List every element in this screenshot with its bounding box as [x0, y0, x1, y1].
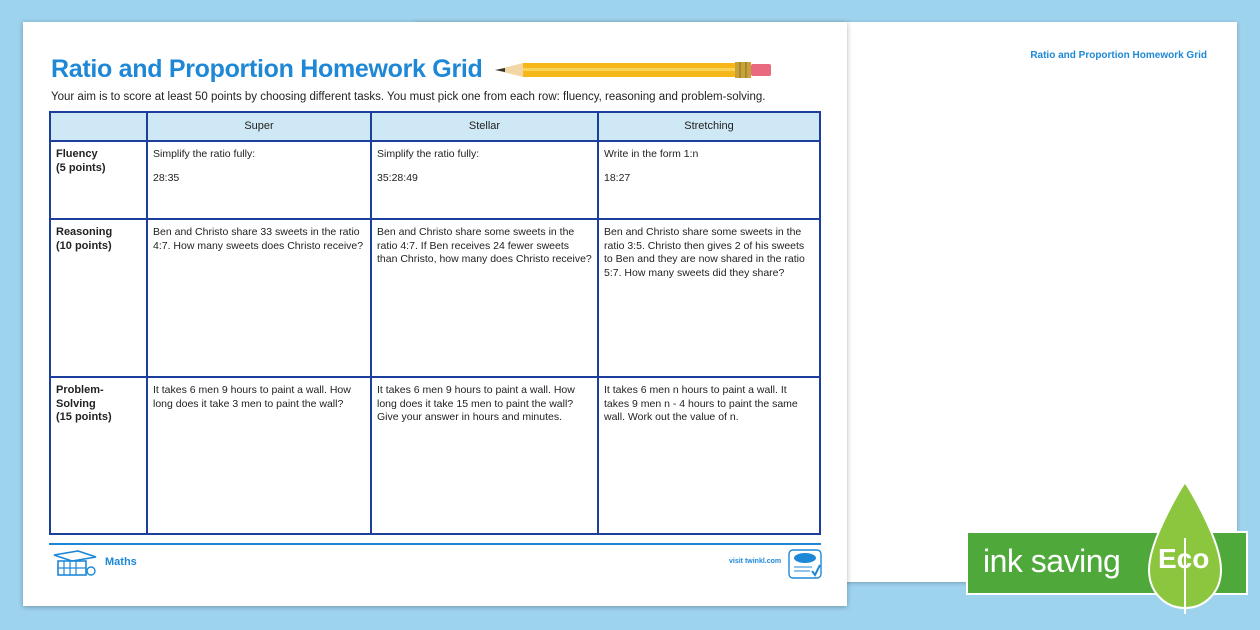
- task-cell: [147, 141, 371, 219]
- pencil-icon: [495, 60, 775, 80]
- task-instruction: Simplify the ratio fully:: [153, 148, 256, 160]
- footer-divider: [49, 543, 821, 545]
- task-cell: Ben and Christo share some sweets in the ratio 4:7. If Ben receives 24 fewer sweets than Christo, how many does Christo receive?: [371, 219, 598, 377]
- task-cell: [371, 141, 598, 219]
- task-ratio: 35:28:49: [377, 171, 418, 184]
- row-label: Fluency: [56, 148, 98, 160]
- twinkl-badge-icon: [788, 549, 822, 579]
- table-row-fluency: [50, 141, 820, 219]
- row-label: Problem-Solving: [56, 384, 104, 410]
- page-title: Ratio and Proportion Homework Grid: [51, 55, 483, 83]
- back-page-title: Ratio and Proportion Homework Grid: [1030, 50, 1207, 61]
- classroom-logo-icon: [50, 549, 100, 579]
- column-header-super: Super: [147, 112, 371, 141]
- intro-text: Your aim is to score at least 50 points by choosing different tasks. You must pick one from each row: fluency, reasoning and problem-solving.: [51, 91, 766, 103]
- task-cell: Ben and Christo share 33 sweets in the ratio 4:7. How many sweets does Christo receive?: [147, 219, 371, 377]
- row-header-problem-solving: [50, 377, 147, 534]
- row-points: (10 points): [56, 239, 112, 252]
- task-instruction: Simplify the ratio fully:: [377, 148, 480, 160]
- row-header-reasoning: [50, 219, 147, 377]
- task-instruction: Write in the form 1:n: [604, 148, 699, 160]
- task-cell: It takes 6 men 9 hours to paint a wall. How long does it take 15 men to paint the wall? Give your answer in hours and minutes.: [371, 377, 598, 534]
- eco-label: Eco: [1158, 543, 1210, 574]
- table-row-problem-solving: [50, 377, 820, 534]
- ink-saving-label: ink saving: [983, 543, 1121, 579]
- task-ratio: 28:35: [153, 171, 180, 184]
- task-cell: Ben and Christo share some sweets in the ratio 3:5. Christo then gives 2 of his sweets to Ben and they are now shared in the ratio 5:7. How many sweets did they share?: [598, 219, 820, 377]
- corner-header-cell: [50, 112, 147, 141]
- table-row-reasoning: [50, 219, 820, 377]
- row-header-fluency: [50, 141, 147, 219]
- subject-label: Maths: [105, 556, 137, 568]
- task-cell: [598, 141, 820, 219]
- task-cell: It takes 6 men 9 hours to paint a wall. How long does it take 3 men to paint the wall?: [147, 377, 371, 534]
- table-header-row: [50, 112, 820, 141]
- front-worksheet-page: [23, 22, 847, 606]
- visit-link[interactable]: visit twinkl.com: [729, 558, 782, 565]
- row-points: (5 points): [56, 161, 106, 174]
- row-label: Reasoning: [56, 226, 113, 238]
- row-points: (15 points): [56, 411, 112, 423]
- column-header-stellar: Stellar: [371, 112, 598, 141]
- task-ratio: 18:27: [604, 171, 631, 184]
- homework-grid-table: [49, 111, 821, 535]
- column-header-stretching: Stretching: [598, 112, 820, 141]
- task-cell: It takes 6 men n hours to paint a wall. It takes 9 men n - 4 hours to paint the same wall. Work out the value of n.: [598, 377, 820, 534]
